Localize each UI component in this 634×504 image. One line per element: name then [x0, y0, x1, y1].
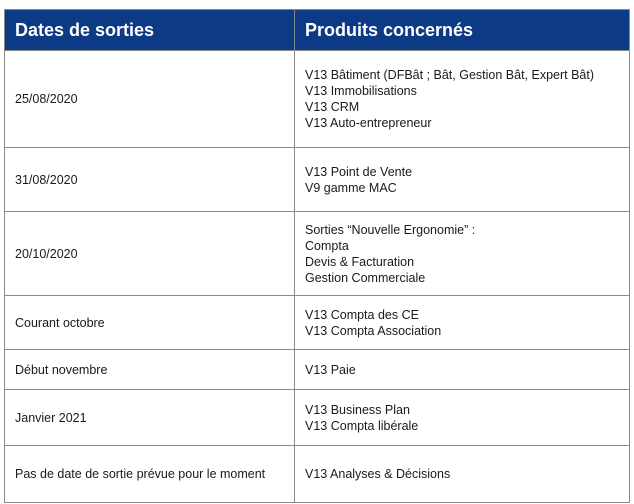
product-item: V13 Immobilisations [305, 84, 417, 98]
table-row [5, 212, 630, 296]
product-item: Compta [305, 238, 349, 253]
date-cell: 20/10/2020 [5, 212, 295, 296]
products-cell [295, 390, 630, 446]
table-row [5, 390, 630, 446]
products-cell [295, 446, 630, 503]
date-cell: 31/08/2020 [5, 148, 295, 212]
products-cell [295, 350, 630, 390]
products-cell [295, 212, 630, 296]
header-products: Produits concernés [295, 10, 630, 51]
product-item: V13 Paie [305, 362, 356, 377]
date-cell: Début novembre [5, 350, 295, 390]
product-item: V13 Auto-entrepreneur [305, 116, 432, 130]
product-item: V13 Compta Association [305, 323, 442, 338]
product-item: V13 Compta libérale [305, 418, 419, 433]
product-item: Sorties “Nouvelle Ergonomie” : [305, 222, 476, 237]
product-item: V9 gamme MAC [305, 180, 397, 195]
product-item: V13 CRM [305, 100, 360, 114]
product-item: V13 Business Plan [305, 402, 410, 417]
date-cell: Janvier 2021 [5, 390, 295, 446]
header-dates: Dates de sorties [5, 10, 295, 51]
table-row [5, 446, 630, 503]
table-row [5, 148, 630, 212]
product-item: V13 Point de Vente [305, 164, 413, 179]
table-row [5, 51, 630, 148]
product-item: V13 Bâtiment (DFBât ; Bât, Gestion Bât, Expert Bât) [305, 68, 595, 82]
date-cell: 25/08/2020 [5, 51, 295, 148]
table-row [5, 296, 630, 350]
product-item: Devis & Facturation [305, 254, 415, 269]
table-header [5, 10, 630, 51]
header-row [5, 10, 630, 51]
product-item: Gestion Commerciale [305, 270, 426, 285]
date-cell: Pas de date de sortie prévue pour le moment [5, 446, 295, 503]
date-cell: Courant octobre [5, 296, 295, 350]
product-item: V13 Compta des CE [305, 307, 419, 322]
release-schedule-table [4, 9, 630, 503]
table-body [5, 51, 630, 503]
table-row [5, 350, 630, 390]
products-cell [295, 296, 630, 350]
products-cell [295, 51, 630, 148]
product-item: V13 Analyses & Décisions [305, 467, 451, 481]
products-cell [295, 148, 630, 212]
